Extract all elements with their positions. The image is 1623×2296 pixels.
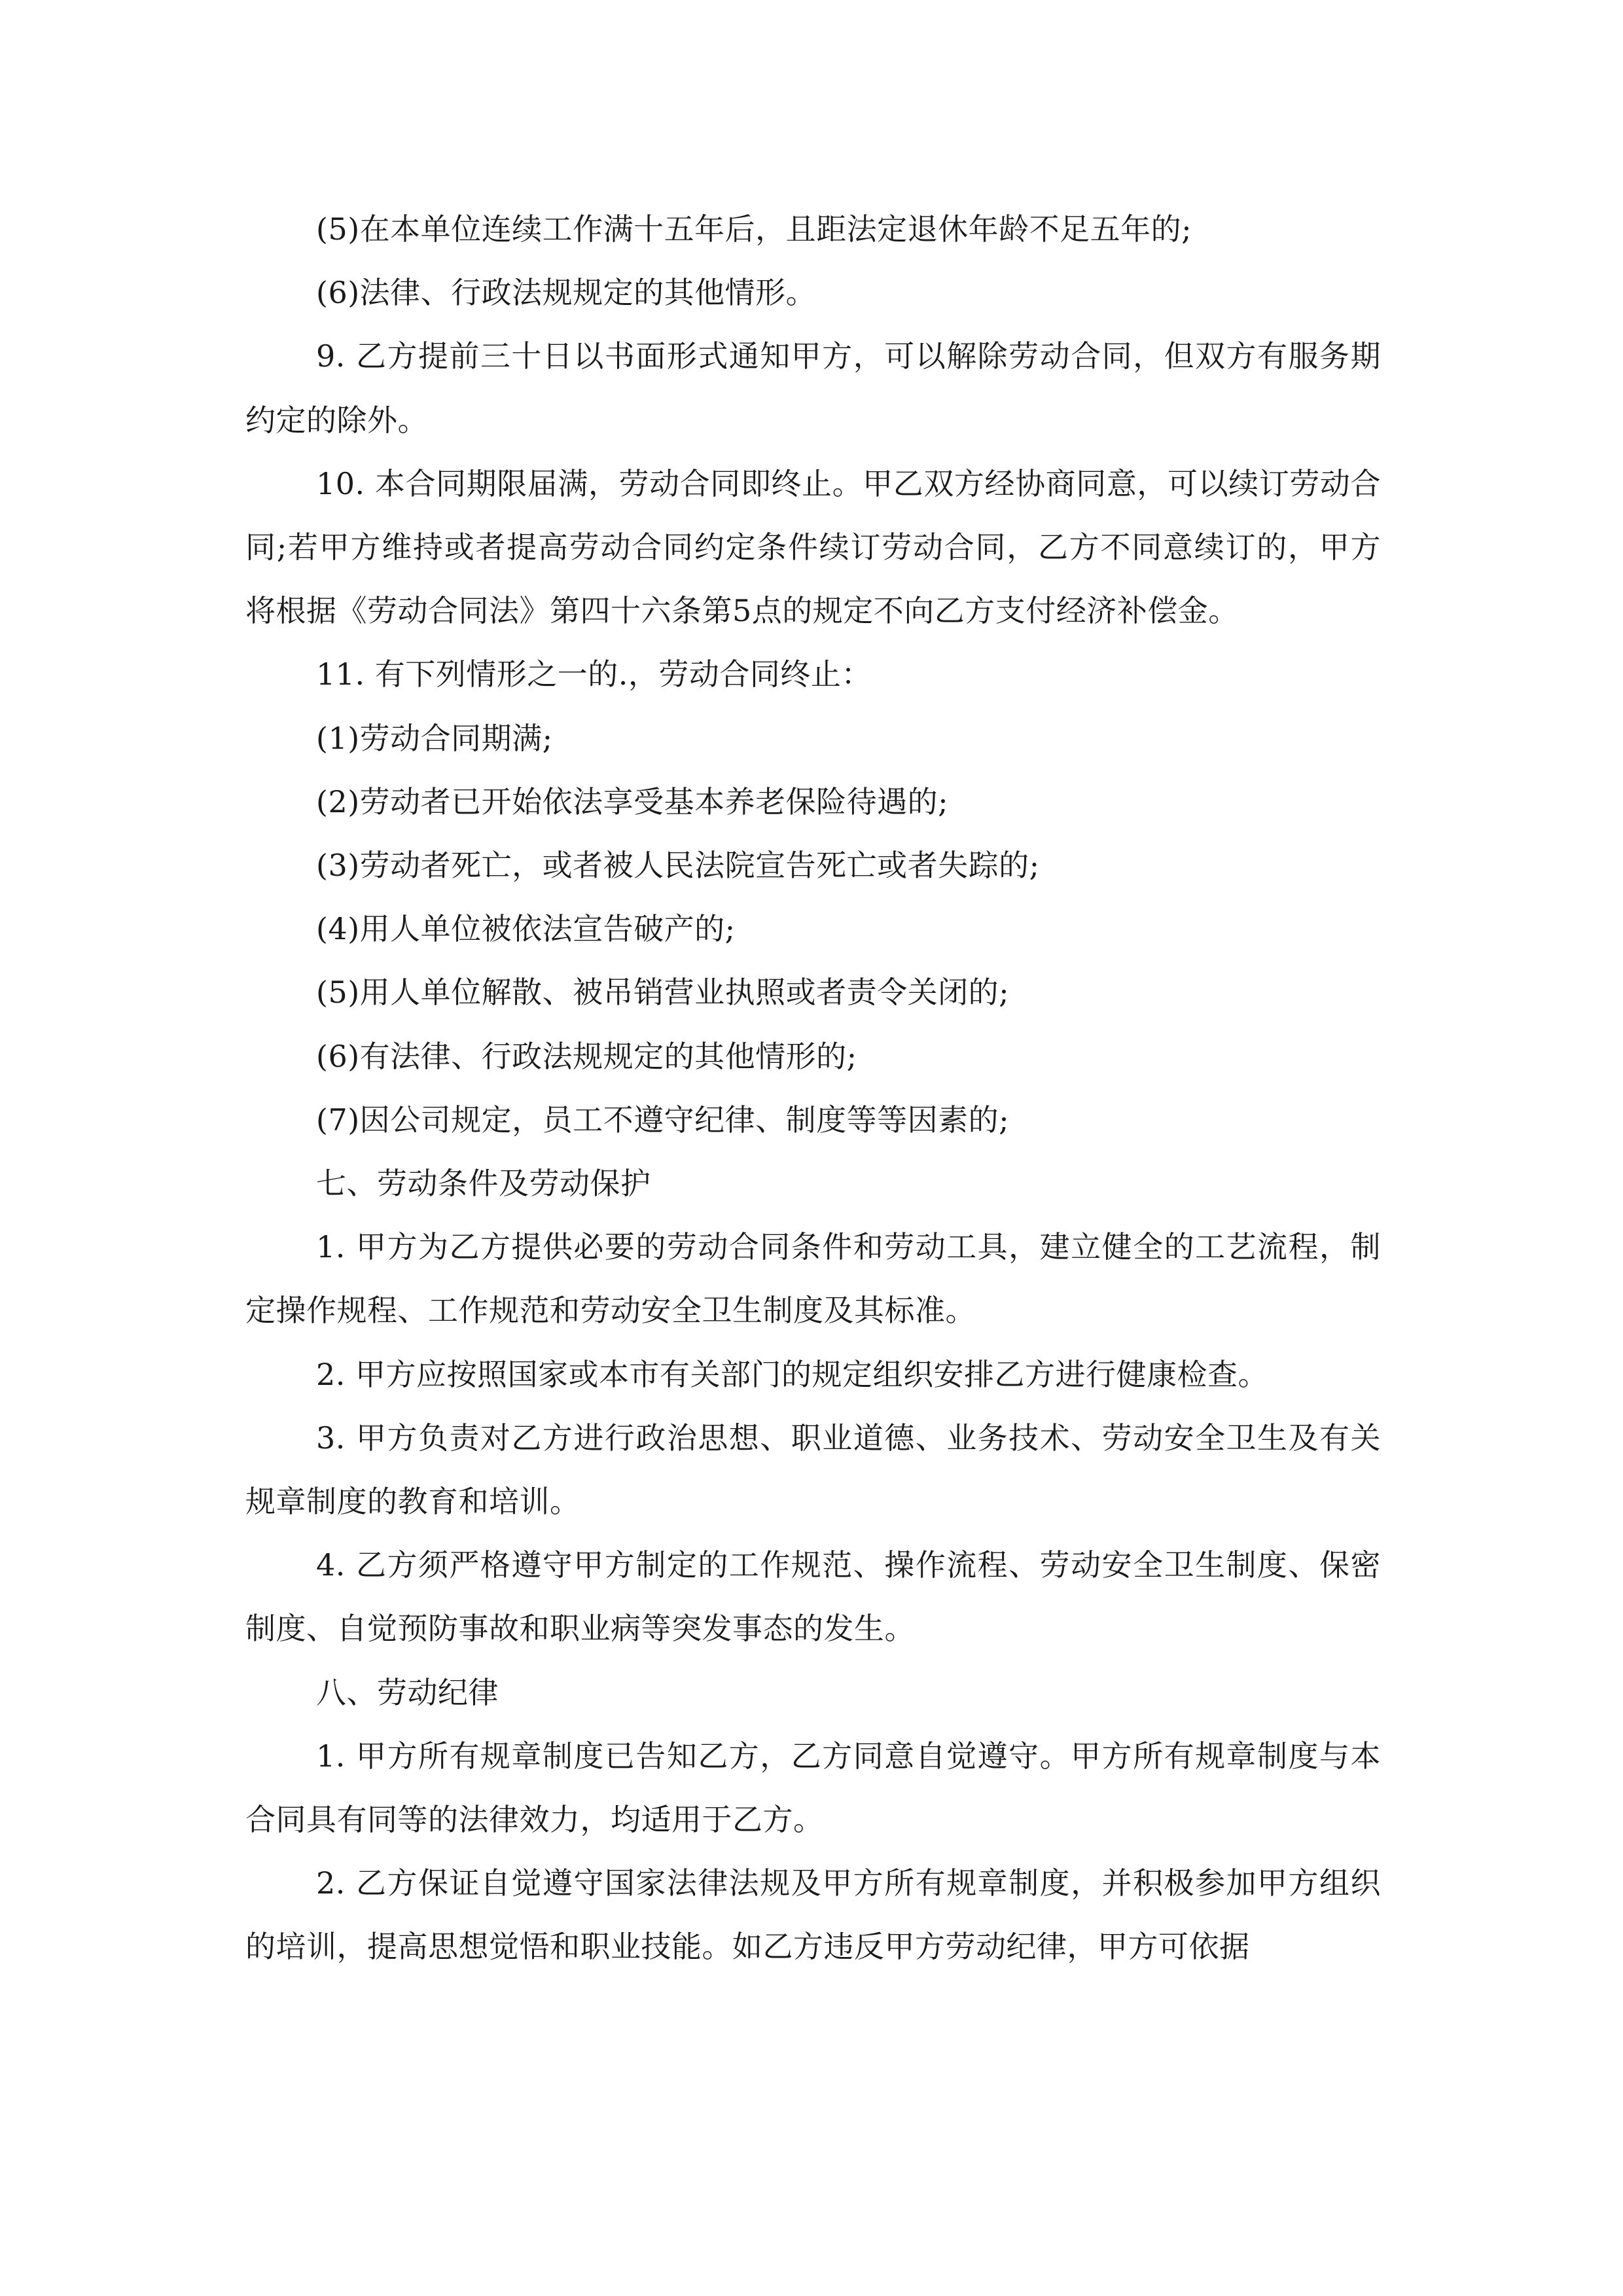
list-item: (3)劳动者死亡，或者被人民法院宣告死亡或者失踪的;: [316, 848, 1040, 884]
paragraph: 4. 乙方须严格遵守甲方制定的工作规范、操作流程、劳动安全卫生制度、保密制度、自觉预防事故和职业病等突发事态的发生。: [245, 1547, 1381, 1647]
paragraph: 1. 甲方为乙方提供必要的劳动合同条件和劳动工具，建立健全的工艺流程，制定操作规程、工作规范和劳动安全卫生制度及其标准。: [245, 1229, 1381, 1329]
paragraph: 10. 本合同期限届满，劳动合同即终止。甲乙双方经协商同意，可以续订劳动合同;若甲方维持或者提高劳动合同约定条件续订劳动合同，乙方不同意续订的，甲方将根据《劳动合同法》第四十六条第5点的规定不向乙方支付经济补偿金。: [245, 465, 1381, 629]
paragraph: 2. 乙方保证自觉遵守国家法律法规及甲方所有规章制度，并积极参加甲方组织的培训，提高思想觉悟和职业技能。如乙方违反甲方劳动纪律，甲方可依据: [245, 1865, 1381, 1965]
list-item: (6)有法律、行政法规规定的其他情形的;: [316, 1038, 857, 1074]
paragraph: 2. 甲方应按照国家或本市有关部门的规定组织安排乙方进行健康检查。: [316, 1356, 1269, 1392]
list-item: (5)用人单位解散、被吊销营业执照或者责令关闭的;: [316, 975, 1010, 1011]
paragraph: 9. 乙方提前三十日以书面形式通知甲方，可以解除劳动合同，但双方有服务期约定的除外。: [245, 338, 1381, 438]
list-item: (7)因公司规定，员工不遵守纪律、制度等等因素的;: [316, 1102, 1010, 1138]
paragraph: 11. 有下列情形之一的.，劳动合同终止：: [316, 656, 872, 692]
list-item: (4)用人单位被依法宣告破产的;: [316, 911, 736, 947]
paragraph: (6)法律、行政法规规定的其他情形。: [316, 275, 817, 311]
section-heading: 八、劳动纪律: [316, 1674, 499, 1710]
paragraph: (5)在本单位连续工作满十五年后，且距法定退休年龄不足五年的;: [316, 211, 1192, 247]
document-body: [245, 198, 1381, 1979]
list-item: (2)劳动者已开始依法享受基本养老保险待遇的;: [316, 783, 949, 819]
list-item: (1)劳动合同期满;: [316, 720, 553, 756]
paragraph: 3. 甲方负责对乙方进行政治思想、职业道德、业务技术、劳动安全卫生及有关规章制度的教育和培训。: [245, 1420, 1381, 1520]
paragraph: 1. 甲方所有规章制度已告知乙方，乙方同意自觉遵守。甲方所有规章制度与本合同具有同等的法律效力，均适用于乙方。: [245, 1738, 1381, 1838]
section-heading: 七、劳动条件及劳动保护: [316, 1166, 651, 1202]
